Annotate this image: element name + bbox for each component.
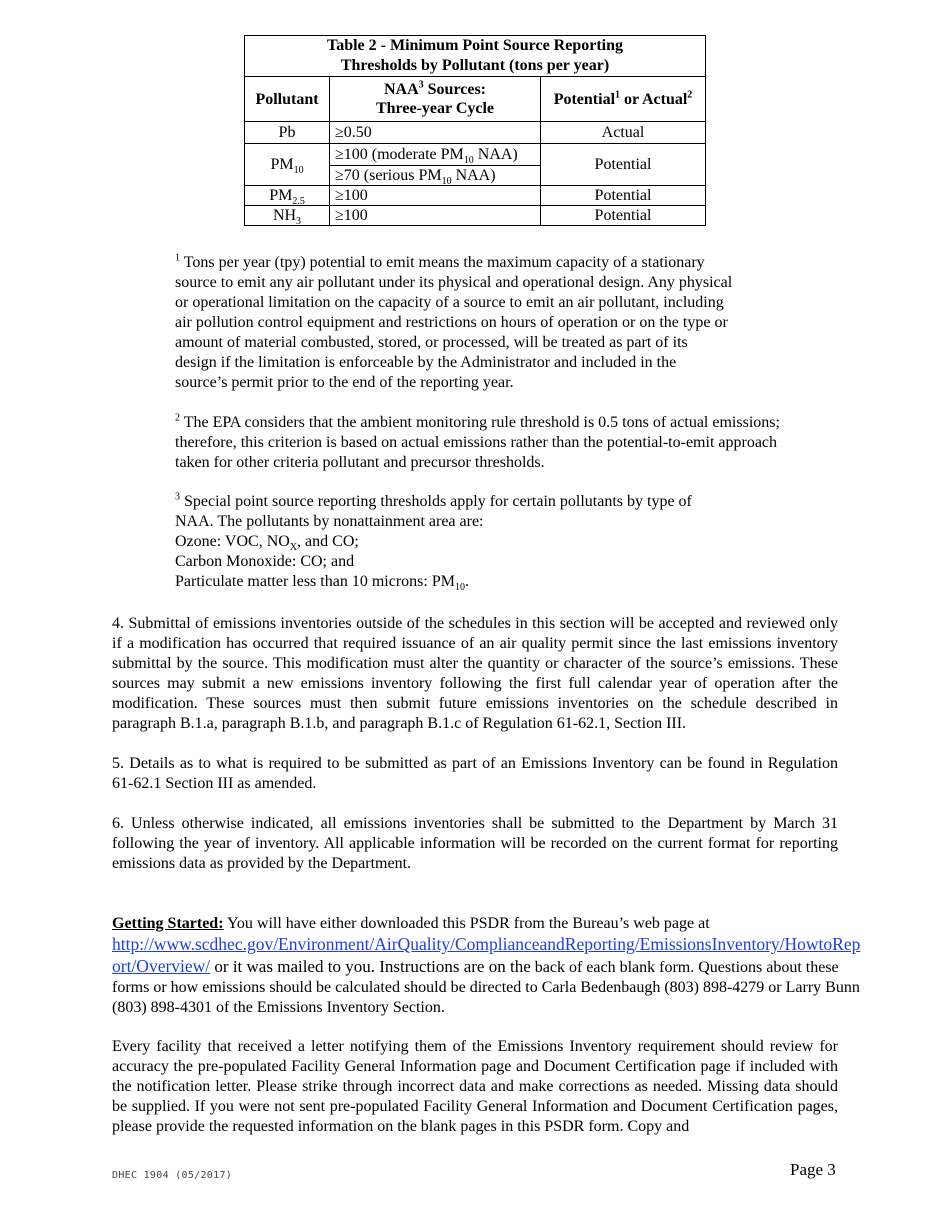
header-potential-actual: Potential$^1$ or Actual$^2$ xyxy=(541,77,706,122)
paragraph-every-facility: Every facility that received a letter notifying them of the Emissions Inventory requirement should review for accuracy the pre-populated Facility General Information page and Document Certification page if included with the notification letter. Please strike through incorrect data and make corrections as needed. Missing data should be supplied. If you were not sent pre-populated Facility General Information and Document Certification pages, please provide the requested information on the blank pages in this PSDR form. Copy and xyxy=(112,1038,838,1135)
table-row: Pb ≥0.50 Actual xyxy=(245,122,706,144)
footnote-2: $^2$ The EPA considers that the ambient monitoring rule threshold is 0.5 tons of actual emissions; therefore, this criterion is based on actual emissions rather than the potential-to-emit approach taken for other criteria pollutant and precursor thresholds. xyxy=(175,412,780,471)
footnote-3: $^3$ Special point source reporting thresholds apply for certain pollutants by type of NAA. The pollutants by nonattainment area are: Ozone: VOC, $NO_X$, and CO; Carbon Monoxide: CO; and Particulate matter less than 10 microns: $PM_{10}$. xyxy=(175,491,692,594)
table-row: $PM_{2.5}$ ≥100 Potential xyxy=(245,186,706,206)
emissions-inventory-link[interactable]: http://www.scdhec.gov/Environment/AirQuality/ComplianceandReporting/EmissionsInventory/HowtoReport/Overview/ xyxy=(112,934,861,976)
table-row: ≥70 (serious $PM_{10}$ NAA) xyxy=(245,166,706,186)
paragraph-4: 4. Submittal of emissions inventories outside of the schedules in this section will be accepted and reviewed only if a modification has occurred that required issuance of an air quality permit since the last emissions inventory submittal by the source. This modification must alter the quantity or character of the source’s emissions. These sources may submit a new emissions inventory following the first full calendar year of operation after the modification. These sources must then submit future emissions inventories on the schedule described in paragraph B.1.a, paragraph B.1.b, and paragraph B.1.c of Regulation 61-62.1, Section III. xyxy=(112,615,838,732)
footnote-1: $^1$ Tons per year (tpy) potential to emit means the maximum capacity of a stationary source to emit any air pollutant under its physical and operational design. Any physical or operational limitation on the capacity of a source to emit an air pollutant, including air pollution control equipment and restrictions on hours of operation or on the type or amount of material combusted, stored, or processed, will be treated as part of its design if the limitation is enforceable by the Administrator and included in the source’s permit prior to the end of the reporting year. xyxy=(175,252,733,391)
threshold-table xyxy=(244,35,706,226)
paragraph-5: 5. Details as to what is required to be submitted as part of an Emissions Inventory can be found in Regulation 61-62.1 Section III as amended. xyxy=(112,755,838,792)
header-naa-sources: NAA$^3$ Sources: Three-year Cycle xyxy=(330,77,541,122)
header-pollutant: Pollutant xyxy=(245,77,330,122)
paragraph-6: 6. Unless otherwise indicated, all emissions inventories shall be submitted to the Department by March 31 following the year of inventory. All applicable information will be recorded on the current format for reporting emissions data as provided by the Department. xyxy=(112,815,838,872)
table-row: $NH_3$ ≥100 Potential xyxy=(245,206,706,226)
form-id: DHEC 1904 (05/2017) xyxy=(112,1170,233,1181)
table-row: $PM_{10}$ ≥100 (moderate $PM_{10}$ NAA) Potential xyxy=(245,144,706,166)
page-number: Page 3 xyxy=(790,1160,836,1179)
getting-started-label: Getting Started: xyxy=(112,915,224,932)
getting-started-paragraph: Getting Started: You will have either downloaded this PSDR from the Bureau’s web page at http://www.scdhec.gov/Environment/AirQuality/ComplianceandReporting/EmissionsInventory/HowtoReport/Overview/ or it was mailed to you. Instructions are on the back of each blank form. Questions about these forms or how emissions should be calculated should be directed to Carla Bedenbaugh (803) 898-4279 or Larry Bunn (803) 898-4301 of the Emissions Inventory Section. xyxy=(112,915,861,1016)
table-caption: Table 2 - Minimum Point Source Reporting Thresholds by Pollutant (tons per year) xyxy=(245,36,706,77)
